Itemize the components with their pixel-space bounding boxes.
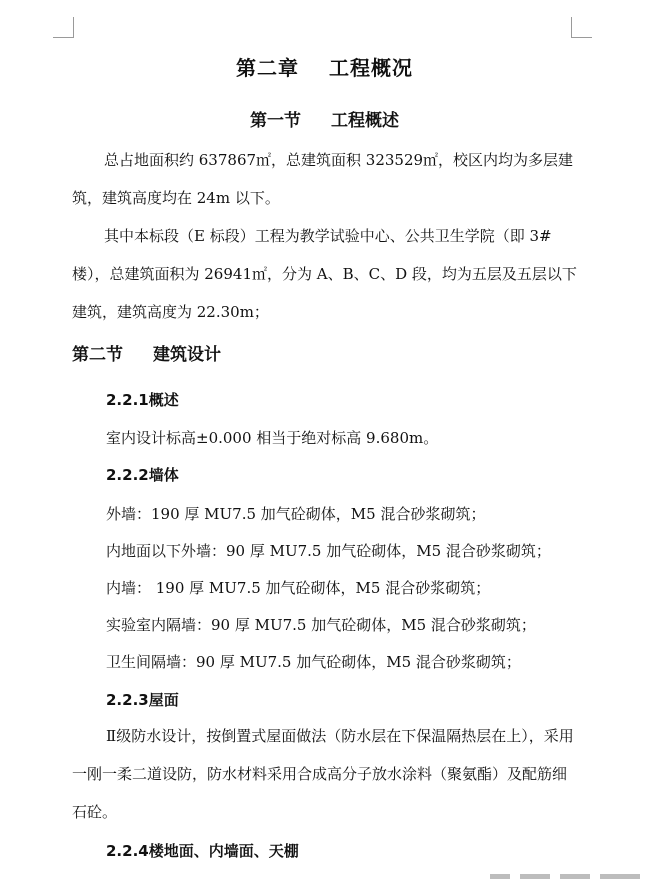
- section-title: 建筑设计: [153, 345, 221, 365]
- subsection-heading-2-2-2: [106, 464, 179, 485]
- subsection-number: 2.2.2: [106, 466, 149, 484]
- paragraph-site-area: 总占地面积约 637867㎡，总建筑面积 323529㎡，校区内均为多层建筑，建筑高度均在 24m 以下。: [72, 151, 574, 207]
- wall-line: 实验室内隔墙：90 厚 MU7.5 加气砼砌体，M5 混合砂浆砌筑；: [106, 616, 536, 634]
- page-corner-mark-top-right: [571, 17, 592, 38]
- status-bar-edge: [0, 873, 649, 879]
- subsection-heading-2-2-4: [106, 840, 299, 861]
- chapter-heading: [0, 52, 649, 81]
- paragraph-bid-section: 其中本标段（E 标段）工程为教学试验中心、公共卫生学院（即 3#楼），总建筑面积为 26941㎡，分为 A、B、C、D 段，均为五层及五层以下建筑，建筑高度为 22.30m；: [72, 227, 577, 321]
- subsection-title: 楼地面、内墙面、天棚: [148, 842, 299, 860]
- subsection-title: 屋面: [148, 691, 179, 709]
- wall-line: 内墙： 190 厚 MU7.5 加气砼砌体，M5 混合砂浆砌筑；: [106, 579, 491, 597]
- section-number: 第一节: [250, 111, 301, 131]
- subsection-heading-2-2-3: [106, 689, 179, 710]
- section-number: 第二节: [72, 345, 123, 365]
- subsection-heading-2-2-1: [106, 389, 179, 410]
- subsection-title: 概述: [148, 391, 179, 409]
- page-corner-mark-top-left: [53, 17, 74, 38]
- wall-line: 内地面以下外墙：90 厚 MU7.5 加气砼砌体，M5 混合砂浆砌筑；: [106, 542, 551, 560]
- section-title: 工程概述: [331, 111, 399, 131]
- subsection-number: 2.2.4: [106, 842, 149, 860]
- roof-paragraph: Ⅱ级防水设计，按倒置式屋面做法（防水层在下保温隔热层在上），采用一刚一柔二道设防，防水材料采用合成高分子放水涂料（聚氨酯）及配筋细石砼。: [72, 727, 574, 821]
- subsection-number: 2.2.3: [106, 691, 149, 709]
- subsection-number: 2.2.1: [106, 391, 149, 409]
- wall-line: 卫生间隔墙：90 厚 MU7.5 加气砼砌体，M5 混合砂浆砌筑；: [106, 653, 521, 671]
- section-heading-2: [72, 340, 221, 365]
- overview-text: 室内设计标高±0.000 相当于绝对标高 9.680m。: [106, 429, 439, 447]
- section-heading-1: [0, 106, 649, 131]
- subsection-title: 墙体: [148, 466, 179, 484]
- chapter-number: 第二章: [236, 56, 299, 80]
- wall-line: 外墙：190 厚 MU7.5 加气砼砌体，M5 混合砂浆砌筑；: [106, 505, 486, 523]
- chapter-title: 工程概况: [329, 56, 413, 80]
